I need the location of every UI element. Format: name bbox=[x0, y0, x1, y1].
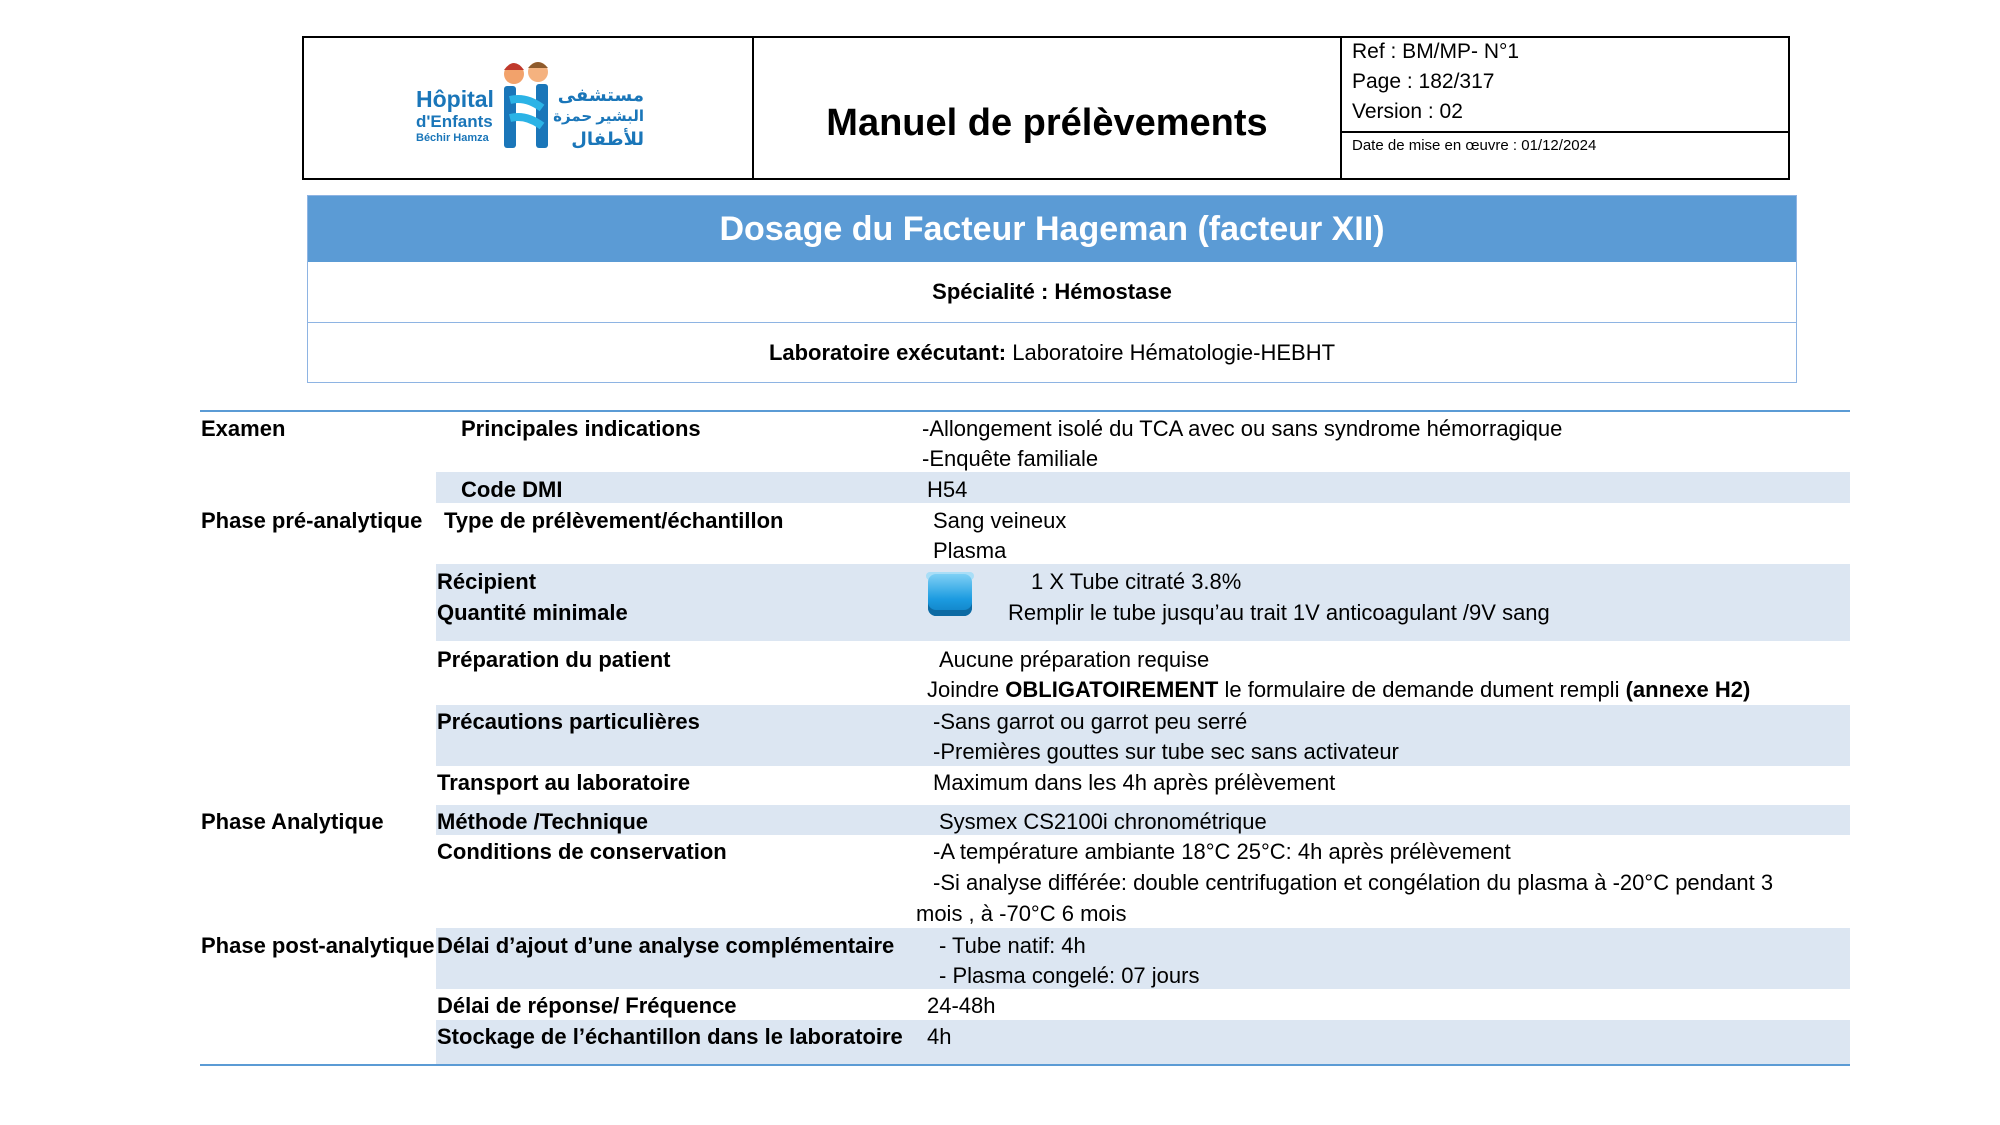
value-precautions-2: -Premières gouttes sur tube sec sans activateur bbox=[933, 739, 1399, 764]
specialite: Spécialité : Hémostase bbox=[308, 262, 1796, 323]
hospital-logo bbox=[416, 60, 646, 160]
label-stockage: Stockage de l’échantillon dans le laboratoire bbox=[437, 1024, 903, 1049]
phase-post-analytique: Phase post-analytique bbox=[201, 933, 435, 958]
value-precautions-1: -Sans garrot ou garrot peu serré bbox=[933, 709, 1248, 734]
label-code-dmi: Code DMI bbox=[461, 477, 563, 502]
document-header bbox=[302, 36, 1790, 180]
logo-fr-line2: d'Enfants bbox=[416, 112, 493, 131]
logo-ar-line2: البشير حمزة bbox=[553, 108, 644, 125]
page-text: Page : 182/317 bbox=[1352, 70, 1495, 93]
phase-analytique: Phase Analytique bbox=[201, 809, 384, 834]
test-title: Dosage du Facteur Hageman (facteur XII) bbox=[308, 196, 1796, 262]
value-type-1: Sang veineux bbox=[933, 508, 1067, 533]
value-indications-2: -Enquête familiale bbox=[922, 446, 1099, 471]
meta-top bbox=[1342, 38, 1788, 133]
label-transport: Transport au laboratoire bbox=[437, 770, 691, 795]
label-precautions: Précautions particulières bbox=[437, 709, 700, 734]
value-delai-ajout-1: - Tube natif: 4h bbox=[939, 933, 1086, 958]
value-quantite: Remplir le tube jusqu’au trait 1V anticoagulant /9V sang bbox=[1008, 600, 1550, 625]
logo-french-text bbox=[416, 88, 494, 144]
logo-cell bbox=[304, 38, 754, 178]
value-type-2: Plasma bbox=[933, 538, 1007, 563]
value-recipient: 1 X Tube citraté 3.8% bbox=[1031, 569, 1242, 594]
ref-text: Ref : BM/MP- N°1 bbox=[1352, 40, 1520, 63]
logo-fr-line3: Béchir Hamza bbox=[416, 132, 489, 144]
value-transport: Maximum dans les 4h après prélèvement bbox=[933, 770, 1336, 795]
label-preparation: Préparation du patient bbox=[437, 647, 671, 672]
title-cell bbox=[754, 38, 1342, 178]
label-recipient: Récipient bbox=[437, 569, 537, 594]
value-preparation-1: Aucune préparation requise bbox=[939, 647, 1210, 672]
labo-label: Laboratoire exécutant: bbox=[768, 340, 1007, 365]
phase-pre-analytique: Phase pré-analytique bbox=[201, 508, 423, 533]
value-indications-1: -Allongement isolé du TCA avec ou sans syndrome hémorragique bbox=[922, 416, 1563, 441]
logo-fr-line1: Hôpital bbox=[416, 86, 494, 112]
labo-value: Laboratoire Hématologie-HEBHT bbox=[1006, 340, 1336, 365]
value-delai-reponse: 24-48h bbox=[927, 993, 996, 1018]
value-conservation-2: -Si analyse différée: double centrifugation et congélation du plasma à -20°C pendant 3 bbox=[933, 870, 1774, 895]
table-bottom-rule bbox=[200, 1064, 1850, 1066]
label-delai-reponse: Délai de réponse/ Fréquence bbox=[437, 993, 737, 1018]
phase-examen: Examen bbox=[201, 416, 286, 441]
value-preparation-2 bbox=[927, 675, 1750, 705]
label-conservation: Conditions de conservation bbox=[437, 839, 727, 864]
test-banner bbox=[307, 195, 1797, 383]
value-code-dmi: H54 bbox=[927, 477, 968, 502]
laboratoire-executant bbox=[308, 322, 1796, 383]
value-conservation-3: mois , à -70°C 6 mois bbox=[916, 901, 1127, 926]
label-quantite: Quantité minimale bbox=[437, 600, 628, 625]
prep-obligatoirement: OBLIGATOIREMENT bbox=[1005, 677, 1219, 702]
meta-cell bbox=[1342, 38, 1788, 178]
label-indications: Principales indications bbox=[461, 416, 701, 441]
logo-ar-line1: مستشفى bbox=[557, 85, 644, 105]
value-delai-ajout-2: - Plasma congelé: 07 jours bbox=[939, 963, 1200, 988]
band-code bbox=[436, 472, 1850, 503]
logo-arabic-text bbox=[546, 84, 644, 150]
value-methode: Sysmex CS2100i chronométrique bbox=[939, 809, 1267, 834]
prep-annexe: (annexe H2) bbox=[1625, 677, 1751, 702]
value-stockage: 4h bbox=[927, 1024, 952, 1049]
document-title: Manuel de prélèvements bbox=[826, 102, 1268, 144]
label-delai-ajout: Délai d’ajout d’une analyse complémentaire bbox=[437, 933, 895, 958]
prep-formulaire: le formulaire de demande dument rempli bbox=[1218, 677, 1626, 702]
citrate-tube-icon bbox=[922, 570, 978, 620]
value-conservation-1: -A température ambiante 18°C 25°C: 4h après prélèvement bbox=[933, 839, 1511, 864]
label-methode: Méthode /Technique bbox=[437, 809, 649, 834]
version-text: Version : 02 bbox=[1352, 100, 1463, 123]
date-text: Date de mise en œuvre : 01/12/2024 bbox=[1352, 137, 1597, 154]
logo-ar-line3: للأطفال bbox=[571, 129, 644, 149]
table-top-rule bbox=[200, 410, 1850, 412]
label-type-prelevement: Type de prélèvement/échantillon bbox=[444, 508, 784, 533]
prep-joindre: Joindre bbox=[927, 677, 1006, 702]
